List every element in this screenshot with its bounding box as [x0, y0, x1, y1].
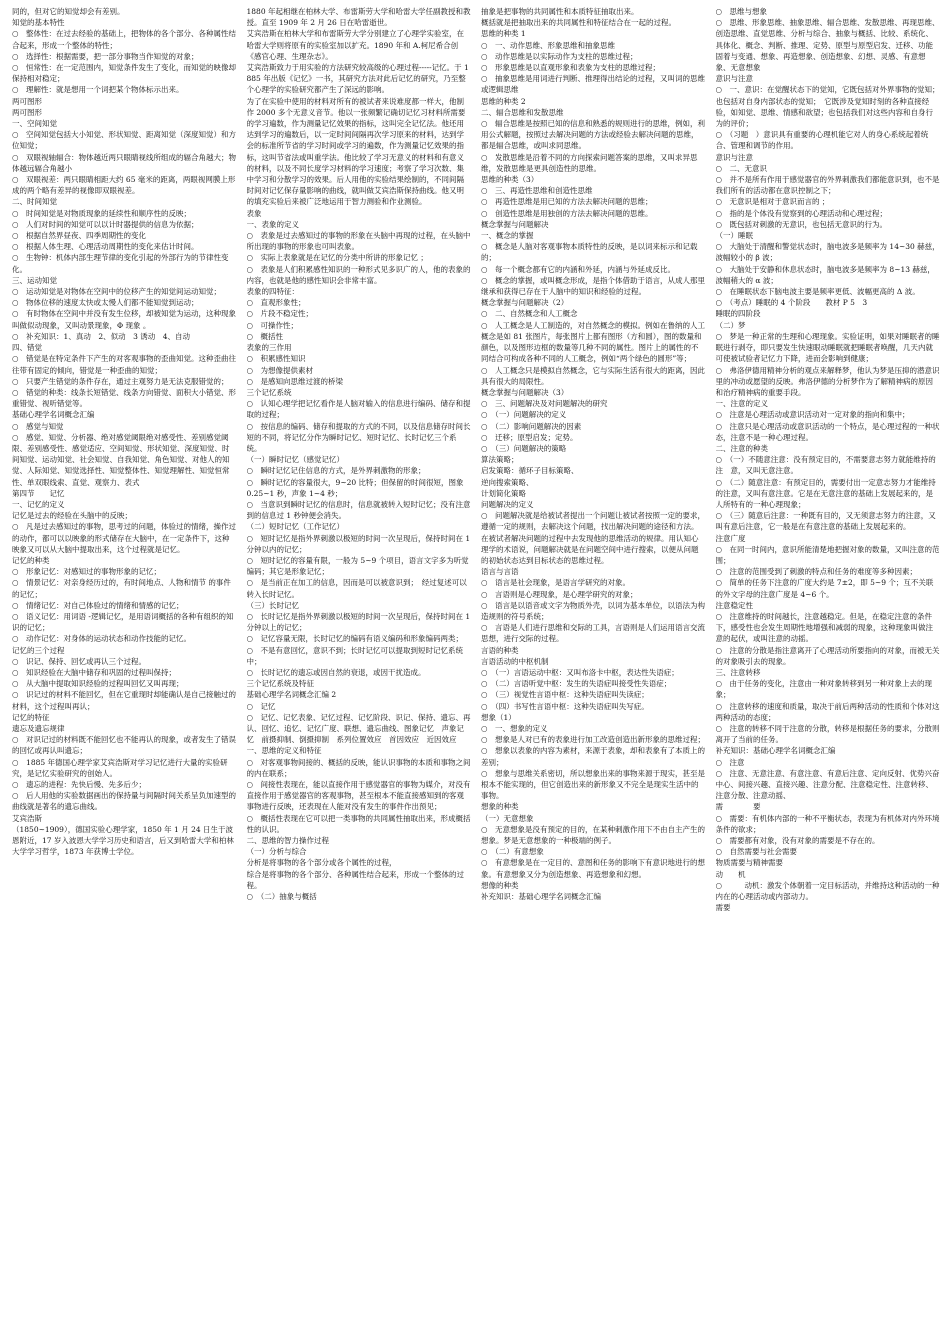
text-line: 两可图形 [12, 96, 42, 106]
text-line: ○ 感觉、知觉、分析器、绝对感觉阈限绝对感受性、差别感觉阈限、差别感受性、感觉适应、空间知觉、形状知觉、深度知觉、时间知觉、运动知觉、社会知觉、自我知觉、角色知觉、对他人的知觉、人际知觉、知觉选择性、知觉整体性、知觉理解性、知觉恒常性、单双眼线索、直觉、观察力、表式 [12, 432, 230, 487]
text-line: 意识与注意 [715, 74, 753, 84]
text-line: ○ 记忆、记忆表象、记忆过程、记忆阶段、识记、保持、遗忘、再认、回忆、追忆、记忆广度、联想、遗忘曲线、图象记忆 声象记忆 前摄抑制、倒摄抑制 系列位置效应 首因效应 近因效应 [246, 712, 471, 745]
text-line: ○ （二）影响问题解决的因素 [481, 421, 582, 431]
text-line: ○ 想象是人对已有的表象进行加工改造创造出新形象的思维过程； [481, 735, 706, 745]
text-line: ○ 动作思维是以实际动作为支柱的思维过程； [481, 51, 638, 61]
text-line: ○ 补充知识：1、真动 2、似动 3 诱动 4、自动 [12, 331, 191, 341]
text-line: ○ 概念是人脑对客观事物本质特性的反映，是以词来标示和记载的； [481, 242, 698, 263]
text-line: ○ 想象以表象的内容为素材，来源于表象，却和表象有了本质上的差别； [481, 746, 706, 767]
text-line: ○ 在同一时间内，意识所能清楚地把握对象的数量，又叫注意的范围； [715, 544, 940, 565]
text-line: ○ 短时记忆的容量有限，一般为 5~9 个项目，语言文字多为听觉编码；其它是形象记忆； [246, 555, 469, 577]
text-line: ○ 需要：有机体内部的一种不平衡状态，表现为有机体对内外环境条件的欲求； [715, 813, 940, 834]
text-line: 一、思维的定义和特征 [246, 746, 322, 756]
text-line: ○ 感觉与知觉 [12, 421, 64, 431]
text-line: 补充知识：基础心理学名词概念汇编 [715, 746, 836, 756]
text-line: ○ 可操作性； [246, 320, 299, 330]
text-line: ○ 动作记忆：对身体的运动状态和动作技能的记忆。 [12, 634, 192, 644]
text-line: ○ 言语则是心理现象，是心理学研究的对象； [481, 589, 638, 599]
text-line: ○ 当意识到瞬时记忆的信息时，信息就被转入短时记忆；没有注意到的信息过 1 秒钟便会消失。 [246, 499, 471, 521]
text-line: 思维的种类 1 [481, 29, 526, 39]
text-line: ○ 二、自然概念和人工概念 [481, 309, 578, 319]
text-line: 三个记忆系统 [246, 387, 292, 397]
text-column-3 [481, 6, 706, 1344]
text-column-4 [716, 6, 941, 1344]
text-line: 记忆的三个过程 [12, 645, 65, 655]
text-line: ○ 注意的转移不同于注意的分散，转移是根据任务的要求，分散则离开了当前的任务。 [715, 724, 940, 745]
text-line: ○ 凡是过去感知过的事物，思考过的问题，体验过的情绪，操作过的动作，都可以以映象的形式储存在大脑中，在一定条件下，这种映象又可以从大脑中提取出来，这个过程就是记忆。 [12, 522, 237, 554]
text-line: ○ （考点）睡眠的 4 个阶段 教材 P 5 3 [715, 298, 868, 308]
text-line: ○ 一、想象的定义 [481, 724, 548, 733]
text-line: ○ 注意的分散是指注意离开了心理活动所要指向的对象，而被无关的对象吸引去的现象。 [715, 645, 940, 666]
text-line: ○ 概括性表现在它可以把一类事物的共同属性抽取出来，形成概括性的认识。 [246, 813, 471, 834]
text-line: ○ 二、无意识 [715, 163, 768, 173]
text-line: ○ 记忆容量无限，长时记忆的编码有语义编码和形象编码两类； [246, 634, 464, 644]
text-line: ○ （四）书写性言语中枢：这种失语症叫失写症。 [481, 701, 649, 711]
text-line: 记忆是过去的经验在头脑中的反映； [12, 511, 132, 521]
text-line: ○ 根据自然界昼夜、四季周期性的变化 [12, 231, 147, 241]
text-line: ○ 想象与思维关系密切，所以想象出来的事物来源于现实，甚至是根本不能实现的，但它创造出来的新形象又不完全是现实生活中的事物。 [481, 768, 706, 801]
text-line: 注意广度 [715, 533, 746, 543]
text-line: （二）短时记忆（工作记忆） [246, 522, 344, 532]
text-line: ○ 每一个概念都有它的内涵和外延，内涵与外延成反比。 [481, 264, 676, 274]
text-line: ○ 无意想象是没有预定的目的，在某种刺激作用下不由自主产生的想象。梦是无意想象的一种极端的例子。 [481, 824, 706, 846]
text-line: ○ 大脑处于安静和休息状态时，脑电波多是频率为 8~13 赫兹，波幅稍大的 α 波； [715, 264, 935, 285]
text-line: ○ 语义记忆：用词语 -逻辑记忆，是用语词概括的各种有组织的知识的记忆； [12, 611, 234, 633]
text-line: 综合是将事物的各个部分、各种属性结合起来，形成一个整体的过程。 [246, 869, 464, 890]
text-line: 补充知识：基础心理学名词概念汇编 [481, 892, 601, 902]
text-line: ○ 片段不稳定性； [246, 309, 314, 319]
text-line: 三、注意转移 [715, 667, 761, 677]
text-line: ○ 不是有意回忆，意识不到；长时记忆可以提取到短时记忆系统中； [246, 645, 464, 666]
text-line: ○ 短时记忆是指外界刺激以极短的时间一次呈现后，保持时间在 1 分钟以内的记忆； [246, 533, 471, 554]
text-line: ○ 注意是心理活动或意识活动对一定对象的指向和集中； [715, 410, 910, 420]
text-line: 三个记忆系统及特征 [246, 679, 314, 689]
text-line: 记忆的特征 [12, 712, 50, 722]
text-line: 一、表象的定义 [246, 219, 299, 229]
text-line: （一）无意想象 [481, 813, 534, 823]
text-line: 分析是将事物的各个部分或各个属性的过程， [246, 858, 397, 868]
text-column-1 [12, 6, 237, 1344]
text-line: 计划简化策略 [481, 488, 526, 498]
text-line: ○ 直观形象性； [246, 298, 306, 308]
text-line: ○ 概念的掌握，或叫概念形成，是指个体借助于语言，从成人那里继承和获得已存在于人脑中的知识和经验的过程。 [481, 275, 706, 297]
text-line: 抽象是把事物的共同属性和本质特征抽取出来。 [481, 7, 639, 16]
text-line: （1850~1909），德国实验心理学家，1850 年 1 月 24 日生于波恩附近，17 岁入波恩大学学习历史和语言，后又到哈雷大学和柏林大学学习哲学，1873 年获博士学位。 [12, 824, 234, 857]
text-line: ○ 空间知觉包括大小知觉、形状知觉、距离知觉（深度知觉）和方位知觉； [12, 130, 237, 151]
text-line: ○ 实际上表象就是在记忆的分类中所讲的形象记忆 ； [246, 253, 428, 263]
text-line: ○ 三、问题解决及对问题解决的研究 [481, 399, 608, 409]
text-line: ○ 动机：激发个体朝着一定目标活动，并维持这种活动的一种内在的心理活动或内部动力。 [715, 880, 940, 902]
text-line: 想象（1） [481, 712, 516, 722]
text-line: ○ 问题解决就是给被试者提出一个问题让被试者按照一定的要求，遵循一定的规则，去解决这个问题，找出解决问题的途径和方法。在被试者解决问题的过程中去发现他的思维活动的规律。用认知心理学的术语说，问题解决就是在问题空间中进行搜索，以便从问题的初始状态达到目标状态的思维过程。 [481, 511, 706, 565]
text-line: ○ 按信息的编码、储存和提取的方式的不同，以及信息储存时间长短的不同，将记忆分作为瞬时记忆、短时记忆、长时记忆三个系统。 [246, 421, 471, 453]
text-line: ○ （一）不随意注意：没有预定目的，不需要意志努力就能维持的注 意，又叫无意注意。 [715, 455, 936, 476]
text-line: ○ 表象是人们积累感性知识的一种形式见多识广的人，他的表象的内容，也就是他的感性知识会非常丰富。 [246, 264, 471, 285]
text-line: ○ 抽象思维是用词进行判断、推理得出结论的过程，又叫词的思维或逻辑思维 [481, 74, 706, 95]
text-line: ○ （三）随意后注意：一种既有目的，又无须意志努力的注意，又叫有意后注意，它一般是在有意注意的基础上发展起来的。 [715, 511, 936, 532]
text-line: （一）瞬时记忆（感觉记忆） [246, 455, 344, 465]
text-line: 启发策略：循环子目标策略、 [481, 466, 579, 476]
text-line: 二、辐合思维和发散思维 [481, 107, 564, 117]
text-line: 概念掌握与问题解决（2） [481, 298, 569, 308]
text-line: ○ 再造性思维是用已知的方法去解决问题的思维； [481, 197, 653, 207]
text-line: 言语的种类 [481, 645, 519, 655]
text-line: 思维的种类（3） [481, 175, 539, 185]
text-line: 问题解决的定义 [481, 499, 534, 509]
text-line: ○ 识记过的材料不能回忆，但在它重现时却能确认是自己接触过的材料，这个过程叫再认； [12, 690, 237, 711]
text-line: ○ 后人用他的实验数据画出的保持量与间隔时间关系呈负加速型的曲线就是著名的遗忘曲线。 [12, 791, 237, 812]
text-line: ○ 是感知向思维过渡的桥梁 [246, 376, 344, 386]
text-line: 言语活动的中枢机制 [481, 656, 549, 666]
text-line: 表象的三作用 [246, 343, 292, 353]
text-line: 意识与注意 [715, 152, 753, 162]
text-line: 三、运动知觉 [12, 275, 57, 285]
text-line: 一、注意的定义 [715, 399, 768, 409]
text-line: 想象的种类 [481, 802, 519, 812]
text-line: ○ 时间知觉是对物质现象的延续性和顺序性的反映； [12, 208, 192, 218]
text-line: ○ 形象思维是以直观形象和表象为支柱的思维过程； [481, 63, 661, 73]
text-line: ○ 语言是以语音或文字为物质外壳，以词为基本单位，以语法为构造规则的符号系统； [481, 600, 706, 621]
text-line: 知觉的基本特性 [12, 18, 65, 28]
text-line: ○ 根据人体生理、心理活动周期性的变化来估计时间。 [12, 242, 199, 252]
text-line: ○ 双眼视轴辐合：物体越近两只眼睛视线所组成的辐合角越大；物体越远辐合角越小 [12, 152, 237, 173]
text-line: ○ 思维与想象 [715, 7, 768, 16]
text-line: ○ 记忆 [246, 701, 276, 711]
text-line: 逆向搜索策略、 [481, 477, 534, 487]
text-line: ○ 大脑处于清醒和警觉状态时，脑电波多是频率为 14~30 赫兹，波幅较小的 β 波； [715, 242, 940, 263]
text-line: 需要 [715, 903, 731, 913]
text-line: ○ （一）言语运动中枢：又叫布洛卡中枢，表达性失语症； [481, 667, 679, 677]
text-line: ○ 言语是人们进行思维和交际的工具，言语则是人们运用语言交流思想，进行交际的过程。 [481, 623, 706, 644]
text-line: ○ 生物钟：机体内部生理节律的变化引起的外部行为的节律性变化。 [12, 253, 229, 274]
text-line: 艾宾浩斯致力于用实验的方法研究较高级的心理过程-----记忆。于 1885 年出版《记忆》一书，其研究方法对此后记忆的研究，乃至整个心理学的实验研究都产生了深远的影响。 [246, 63, 469, 95]
text-line: ○ 识记、保持、回忆或再认三个过程。 [12, 656, 147, 666]
text-line: ○ 是当前正在加工的信息，因而是可以被意识到； 经过复述可以转入长时记忆。 [246, 578, 467, 599]
text-line: 表象的四特征： [246, 287, 299, 297]
text-line: 记忆的种类 [12, 555, 50, 565]
text-line: ○ 思维、形象思维、抽象思维、辐合思维、发散思维、再现思维、创造思维、直觉思维、分析与综合、抽象与概括、比较、系统化、具体化、概念、判断、推理、定势、原型与原型启发、迁移、功能固着与变通、想象、再造想象、创造想象、幻想、灵感、有意想象、无意想象 [715, 18, 940, 73]
text-line: 四、错觉 [12, 343, 42, 353]
text-line: ○ 语言是社会现象，是语言学研究的对象。 [481, 578, 631, 588]
text-line: ○ 双眼视差：两只眼睛相距大约 65 毫米的距离，两眼视网膜上形成的两个略有差异的视像即双眼视差。 [12, 175, 236, 196]
text-line: ○ 瞬时记忆的容量很大，9~20 比特；但保留的时间很短，图象 0.25~1 秒，声象 1~4 秒； [246, 477, 464, 498]
text-line: 遗忘及遗忘规律 [12, 724, 65, 733]
text-line: 语言与言语 [481, 567, 519, 577]
text-line: ○ 人们对时间的知觉可以以计时器提供的信息为依据； [12, 219, 199, 229]
text-line: 物质需要与精神需要 [715, 858, 783, 868]
text-line: 注意稳定性 [715, 600, 753, 610]
text-line: ○ 注意只是心理活动或意识活动的一个特点，是心理过程的一种状态，注意不是一种心理过程。 [715, 421, 940, 442]
text-line: ○ 辐合思维是按照已知的信息和熟悉的规则进行的思维，例如，利用公式解题，按照过去解决问题的方法或经验去解决问题的思维，都是辐合思维，或叫求同思维。 [481, 119, 706, 151]
text-line: 动 机 [715, 869, 746, 879]
text-line: ○ 梦是一种正常的生理和心理现象。实验证明，如果对睡眠者的睡眠进行剥夺，即只要发生快速眼动睡眠就把睡眠者唤醒，几天内就可使被试验者记忆力下降，进而会影响到健康； [715, 331, 940, 364]
text-line: 算法策略； [481, 455, 519, 465]
text-line: ○ 积累感性知识 [246, 354, 306, 364]
text-line: ○ （二）随意注意：有预定目的，需要付出一定意志努力才能维持的注意，又叫有意注意。它是在无意注意的基础上发展起来的，是人所特有的一种心理现象； [715, 477, 936, 509]
text-line: ○ 迁移；原型启发；定势。 [481, 432, 578, 442]
text-line: ○ 一、意识：在觉醒状态下的觉知，它既包括对外界事物的觉知；也包括对自身内部状态的觉知； 它既涉及觉知时刻的各种直接经验，如知觉、思维、情感和欲望；也包括我们对这些内容和自身行为的评价； [715, 85, 940, 129]
text-line: ○ 三、再造性思维和创造性思维 [481, 186, 593, 196]
text-line: 想像的种类 [481, 880, 519, 890]
text-line: ○ 人工概念是人工制造的，对自然概念的模拟。例如在鲁纳的人工概念是如 81 张图片，每张图片上都有图形（方和圆），图的数量和颜色，以及图形边框的数量等几种不同的属性。图片上的属性的不同结合可构成各种不同的人工概念，例如“两个绿色的圆形”等； [481, 320, 706, 364]
text-column-2 [247, 6, 472, 1344]
text-line: 基础心理学名词概念汇编 2 [246, 690, 337, 700]
text-line: ○ （一）问题解决的定义 [481, 410, 567, 420]
text-line: 一、记忆的定义 [12, 499, 65, 509]
text-line: ○ 注意、无意注意、有意注意、有意后注意、定向反射、优势兴奋中心、间接兴趣、直接兴趣、注意分配、注意稳定性、注意转移、 注意分散、注意动摇、 [715, 768, 940, 801]
text-line: 一、空间知觉 [12, 119, 57, 129]
text-line: 概念掌握与问题解决（3） [481, 387, 569, 397]
text-line: ○ 遗忘的进程：先快后慢、先多后少； [12, 780, 147, 790]
text-line: ○ 并不是所有作用于感觉器官的外界刺激我们都能意识到，也不是我们所有的活动都在意识控制之下； [715, 175, 940, 196]
text-line: ○ 注意维持的时间越长，注意越稳定。但是，在稳定注意的条件下，感受性也会发生周期性地增强和减弱的现象，这种现象叫做注意的起伏，或叫注意的动摇。 [715, 611, 933, 644]
text-line: ○ 注意 [715, 757, 745, 767]
text-line: ○ 由于任务的变化，注意由一种对象转移到另一种对象上去的现象； [715, 679, 933, 700]
text-line: ○ 瞬时记忆记住信息的方式，是外界刺激物的形象； [246, 466, 426, 476]
text-line: 睡眠的四阶段 [715, 309, 761, 319]
text-line: 需 要 [715, 802, 761, 812]
text-line: 表象 [246, 208, 262, 218]
text-line: （一）睡眠 [715, 231, 753, 241]
text-line: （二）梦 [715, 320, 746, 330]
text-line: ○ （二）言语听觉中枢：发生的失语症叫接受性失语症； [481, 679, 672, 689]
text-line: ○ （三）视觉性言语中枢：这种失语症叫失读症； [481, 690, 649, 700]
text-line: ○ （习题 ）意识具有重要的心理机能它对人的身心系统起着统合、管理和调节的作用。 [715, 130, 929, 151]
text-line: ○ 自然需要与社会需要 [715, 847, 798, 857]
text-line: ○ 只要产生错觉的条件存在，通过主观努力是无法克服错觉的； [12, 376, 229, 386]
text-line: ○ 注意转移的速度和质量，取决于前后两种活动的性质和个体对这两种活动的态度； [715, 701, 940, 722]
text-line: ○ 情绪记忆：对自己体验过的情绪和情感的记忆； [12, 600, 184, 610]
text-line: ○ 长时记忆是指外界刺激以极短的时间一次呈现后，保持时间在 1 分钟以上的记忆； [246, 611, 471, 633]
text-line: ○ 从大脑中提取知识经验的过程叫回忆又叫再现； [12, 679, 184, 689]
text-line: ○ 对识记过的材料既不能回忆也不能再认的现象，或者发生了错误的回忆或再认叫遗忘； [12, 735, 237, 756]
text-line: ○ 情景记忆：对亲身经历过的，有时间地点、人物和情节 的事件的记忆； [12, 578, 231, 599]
text-line: 艾宾浩斯在柏林大学和布雷斯劳大学分别建立了心理学实验室，在哈雷大学则将原有的实验室加以扩充。1890 年和 A.柯尼希合创《感官心理、生理杂志》。 [246, 29, 464, 61]
text-line: ○ 发散思维是沿着不同的方向探索问题答案的思维，又叫求异思维，发散思维是更具创造性的思维。 [481, 152, 698, 173]
text-line: ○ 整体性：在过去经验的基础上，把物体的各个部分、各种属性结合起来，形成一个整体的特性； [12, 29, 237, 50]
text-line: 概括就是把抽取出来的共同属性和特征结合在一起的过程。 [481, 18, 676, 28]
text-line: ○ 简单的任务下注意的广度大约是 7±2，即 5~9 个；互不关联的外文字母的注意广度是 4~6 个。 [715, 578, 934, 599]
text-line: ○ 指的是个体没有觉察到的心理活动和心理过程； [715, 208, 888, 218]
text-line: ○ 1885 年德国心理学家艾宾浩斯对学习记忆进行大量的实验研究，是记忆实验研究的创始人。 [12, 757, 228, 778]
text-line: 思维的种类 2 [481, 96, 526, 106]
text-line: ○ 物体位移的速度太快或太慢人们都不能知觉到运动； [12, 298, 199, 308]
text-line: ○ 运动知觉是对物体在空间中的位移产生的知觉间运动知觉； [12, 287, 222, 297]
text-line: ○ 有意想象是在一定目的、意图和任务的影响下有意识地进行的想象。有意想象又分为创造想象、再造想象和幻想。 [481, 858, 706, 879]
text-line: ○ 既包括对刺激的无意识，也包括无意识的行为。 [715, 219, 888, 229]
text-line: ○ 对客观事物间接的、概括的反映，能认识事物的本质和事物之间的内在联系； [246, 757, 471, 778]
text-line: ○ 选择性：根据需要，把一部分事物当作知觉的对象； [12, 51, 199, 61]
text-line: ○ 长时记忆的遗忘或因自然的衰退，或因干扰造成。 [246, 667, 426, 677]
text-line: ○ 人工概念只是模拟自然概念，它与实际生活有很大的距离，因此具有很大的局限性。 [481, 365, 706, 386]
text-line: ○ 弗洛伊德用精神分析的观点来解释梦，他认为梦是压抑的潜意识里的冲动或愿望的反映。弗洛伊德的分析梦作为了解精神病的原因和治疗精神病的重要手段。 [715, 365, 940, 397]
text-line: ○ 知识经验在大脑中储存和巩固的过程叫保持； [12, 667, 177, 677]
text-line: ○ 概括性 [246, 331, 284, 341]
text-line: ○ 认知心理学把记忆看作是人脑对输入的信息进行编码、储存和提取的过程； [246, 399, 471, 420]
text-line: 二、思维的智力操作过程 [246, 836, 329, 846]
text-line: 两可图形 [12, 107, 42, 117]
text-line: 第四节 记忆 [12, 488, 65, 498]
text-line: 艾宾浩斯 [12, 813, 42, 823]
text-line: ○ 一、动作思维、形象思维和抽象思维 [481, 40, 616, 50]
text-line: ○ 有时物体在空间中并没有发生位移，却被知觉为运动，这种现象叫做似动现象，又叫动景现象，Φ 现象 。 [12, 309, 237, 330]
text-line: ○ （二）有意想象 [481, 847, 544, 857]
text-line: 为了在实验中使用的材料对所有的被试者来说难度都一样大，他制作 2000 多个无意义音节。他以一张频繁记确切记忆习材料所需要的学习遍数，作为测量记忆效果的指标，这叫完全记忆法。他还用达到学习的遍数后，以一定时间间隔再次学习原来的材料，达到学会的标准所节省的学习时间或学习的遍数，作为测量记忆效果的指标，这叫节省法或叫重学法。他比较了学习无意义的材料和有意义的材料，以及不同长度学习材料的学习速度；考察了学习次数、集中学习和分散学习的效果。后人用他的实验结果绘制的，不同间隔时间对记忆保存量影响的曲线，就叫做艾宾浩斯保持曲线。他又明的填充实验后来被广泛地运用于智力测验和作业测验。 [246, 96, 466, 207]
text-line: （三）长时记忆 [246, 600, 299, 610]
text-line: 1880 年起相继在柏林大学、布雷斯劳大学和哈雷大学任副教授和教授。直至 1909 年 2 月 26 日在哈雷逝世。 [246, 7, 471, 28]
text-line: ○ （三）问题解决的策略 [481, 443, 567, 453]
text-line: 二、时间知觉 [12, 197, 57, 207]
text-line: ○ 理解性：就是想用一个词把某个物体标示出来。 [12, 85, 184, 95]
text-line: ○ （二）抽象与概括 [246, 892, 317, 902]
text-line: 概念掌握与问题解决 [481, 219, 549, 229]
text-line: 二、注意的种类 [715, 443, 768, 453]
text-line: （一）分析与综合 [246, 847, 307, 857]
text-line: ○ 注意的范围受到了刺激的特点和任务的难度等多种因素； [715, 567, 918, 577]
text-line: 基础心理学名词概念汇编 [12, 410, 95, 420]
text-line: ○ 需要都有对象，没有对象的需要是不存在的。 [715, 836, 880, 846]
text-line: ○ 间接性表现在，能以直接作用于感觉器官的事物为媒介，对没有直接作用于感觉器官的客观事物，甚至根本不能直接感知到的客观事物进行反映，还表现在人能对没有发生的事件作出预见； [246, 780, 471, 812]
text-line: ○ 无意识是相对于意识而言的 ； [715, 197, 830, 207]
text-line: 一、概念的掌握 [481, 231, 534, 241]
text-line: ○ 恒常性：在一定范围内，知觉条件发生了变化，而知觉的映像却保持相对稳定； [12, 63, 237, 84]
text-line: ○ 创造性思维是用独创的方法去解决问题的思维。 [481, 208, 653, 218]
text-line: 同的，但对它的知觉却会有差别。 [12, 7, 125, 16]
text-line: ○ 在睡眠状态下脑电波主要是频率更低、波幅更高的 Δ 波。 [715, 287, 920, 297]
text-line: ○ 形象记忆：对感知过的事物形象的记忆； [12, 567, 162, 577]
text-line: ○ 表象是过去感知过的事物的形象在头脑中再现的过程，在头脑中所出现的事物的形象也可叫表象。 [246, 231, 471, 252]
text-line: ○ 为想像提供素材 [246, 365, 314, 375]
text-line: ○ 错觉的种类：线条长短错觉、线条方向错觉、面积大小错觉、形重错觉、视听错觉等。 [12, 387, 237, 409]
text-line: ○ 错觉是在特定条件下产生的对客观事物的歪曲知觉。这种歪曲往往带有固定的倾向，错觉是一种歪曲的知觉； [12, 354, 237, 375]
